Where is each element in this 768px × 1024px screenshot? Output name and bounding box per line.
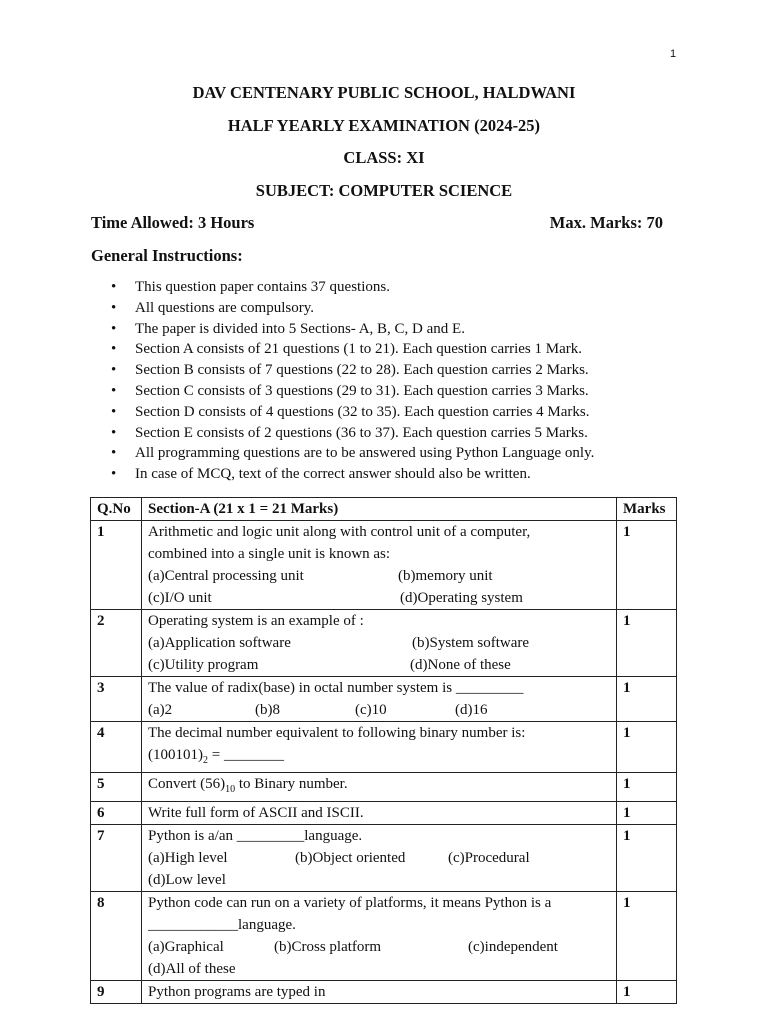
option-c: (c)Utility program (148, 657, 259, 673)
option-c: (c)10 (355, 702, 387, 718)
question-number: 9 (91, 981, 142, 1004)
instruction-item: • This question paper contains 37 questions. (91, 277, 594, 298)
option-a: (a)2 (148, 702, 173, 718)
table-row (91, 981, 677, 1004)
instruction-item: • The paper is divided into 5 Sections- A, B, C, D and E. (91, 319, 594, 340)
q5-base: 10 (225, 784, 236, 795)
subject-label: SUBJECT: COMPUTER SCIENCE (255, 181, 513, 200)
question-text: Operating system is an example of : (148, 613, 364, 629)
question-marks: 1 (617, 722, 677, 773)
instruction-item: • Section E consists of 2 questions (36 to 37). Each question carries 5 Marks. (91, 423, 594, 444)
table-header-row (91, 498, 677, 521)
question-marks: 1 (617, 802, 677, 825)
option-d: (d)All of these (148, 961, 236, 977)
section-header: Section-A (21 x 1 = 21 Marks) (142, 498, 617, 521)
question-number: 8 (91, 892, 142, 981)
question-body (142, 722, 617, 773)
instruction-item: • Section C consists of 3 questions (29 to 31). Each question carries 3 Marks. (91, 381, 594, 402)
question-number: 5 (91, 773, 142, 802)
question-marks: 1 (617, 677, 677, 722)
option-c: (c)independent (468, 939, 558, 955)
options-row (148, 699, 610, 721)
instruction-item: • Section A consists of 21 questions (1 to 21). Each question carries 1 Mark. (91, 339, 594, 360)
expr-tail: = ________ (208, 747, 284, 763)
max-marks: Max. Marks: 70 (549, 213, 663, 232)
question-number: 3 (91, 677, 142, 722)
q5-post: to Binary number. (235, 776, 348, 792)
options-row (148, 936, 610, 958)
question-number: 6 (91, 802, 142, 825)
question-body (142, 521, 617, 610)
q5-pre: Convert (56) (148, 776, 226, 792)
class-label: CLASS: XI (343, 148, 425, 167)
instruction-item: • Section B consists of 7 questions (22 to 28). Each question carries 2 Marks. (91, 360, 594, 381)
instructions-list (91, 277, 594, 485)
option-d: (d)Operating system (400, 590, 523, 606)
table-row (91, 802, 677, 825)
question-marks: 1 (617, 521, 677, 610)
option-a: (a)High level (148, 850, 228, 866)
exam-meta-row (91, 213, 663, 233)
question-marks: 1 (617, 825, 677, 892)
question-body (142, 677, 617, 722)
option-a: (a)Application software (148, 635, 291, 651)
option-b: (b)8 (255, 702, 280, 718)
question-body (142, 610, 617, 677)
question-number: 2 (91, 610, 142, 677)
qno-header: Q.No (91, 498, 142, 521)
question-body (142, 892, 617, 981)
table-row (91, 773, 677, 802)
options-row (148, 654, 610, 676)
table-row (91, 610, 677, 677)
option-d: (d)Low level (148, 872, 226, 888)
question-text: combined into a single unit is known as: (148, 546, 391, 562)
question-text: Python is a/an _________language. (148, 828, 363, 844)
options-row (148, 565, 610, 587)
option-b: (b)System software (412, 635, 530, 651)
table-row (91, 892, 677, 981)
question-marks: 1 (617, 773, 677, 802)
question-text: ____________language. (148, 917, 296, 933)
binary-expression (148, 744, 610, 772)
table-row (91, 521, 677, 610)
option-d: (d)16 (455, 702, 488, 718)
question-text: The decimal number equivalent to following binary number is: (148, 725, 526, 741)
question-body (142, 773, 617, 802)
exam-title: HALF YEARLY EXAMINATION (2024-25) (227, 116, 541, 135)
question-body (142, 802, 617, 825)
instructions-title: General Instructions: (91, 246, 243, 265)
question-marks: 1 (617, 610, 677, 677)
questions-table (90, 497, 677, 1004)
options-row (148, 587, 610, 609)
question-text: The value of radix(base) in octal number system is _________ (148, 680, 524, 696)
question-marks: 1 (617, 892, 677, 981)
instruction-item: • All programming questions are to be answered using Python Language only. (91, 443, 594, 464)
marks-header: Marks (617, 498, 677, 521)
question-text: Python programs are typed in (148, 984, 326, 1000)
time-allowed: Time Allowed: 3 Hours (91, 213, 255, 232)
question-number: 4 (91, 722, 142, 773)
instruction-item: • In case of MCQ, text of the correct answer should also be written. (91, 464, 594, 485)
page-number: 1 (670, 48, 677, 60)
question-text: Python code can run on a variety of platforms, it means Python is a (148, 895, 552, 911)
table-row (91, 677, 677, 722)
expr-main: (100101) (148, 747, 203, 763)
table-row (91, 825, 677, 892)
school-name: DAV CENTENARY PUBLIC SCHOOL, HALDWANI (192, 83, 576, 102)
question-text: Write full form of ASCII and ISCII. (148, 805, 364, 821)
option-b: (b)memory unit (398, 568, 493, 584)
option-b: (b)Cross platform (274, 939, 382, 955)
question-number: 1 (91, 521, 142, 610)
options-row (148, 632, 610, 654)
question-marks: 1 (617, 981, 677, 1004)
question-text (148, 773, 610, 801)
option-d: (d)None of these (410, 657, 511, 673)
instruction-item: • All questions are compulsory. (91, 298, 594, 319)
question-number: 7 (91, 825, 142, 892)
option-a: (a)Graphical (148, 939, 224, 955)
expr-base: 2 (203, 755, 208, 766)
option-b: (b)Object oriented (295, 850, 406, 866)
question-text: Arithmetic and logic unit along with control unit of a computer, (148, 524, 531, 540)
options-row (148, 847, 610, 869)
option-c: (c)Procedural (448, 850, 530, 866)
option-a: (a)Central processing unit (148, 568, 304, 584)
table-row (91, 722, 677, 773)
instruction-item: • Section D consists of 4 questions (32 to 35). Each question carries 4 Marks. (91, 402, 594, 423)
option-c: (c)I/O unit (148, 590, 212, 606)
question-body (142, 825, 617, 892)
question-body (142, 981, 617, 1004)
